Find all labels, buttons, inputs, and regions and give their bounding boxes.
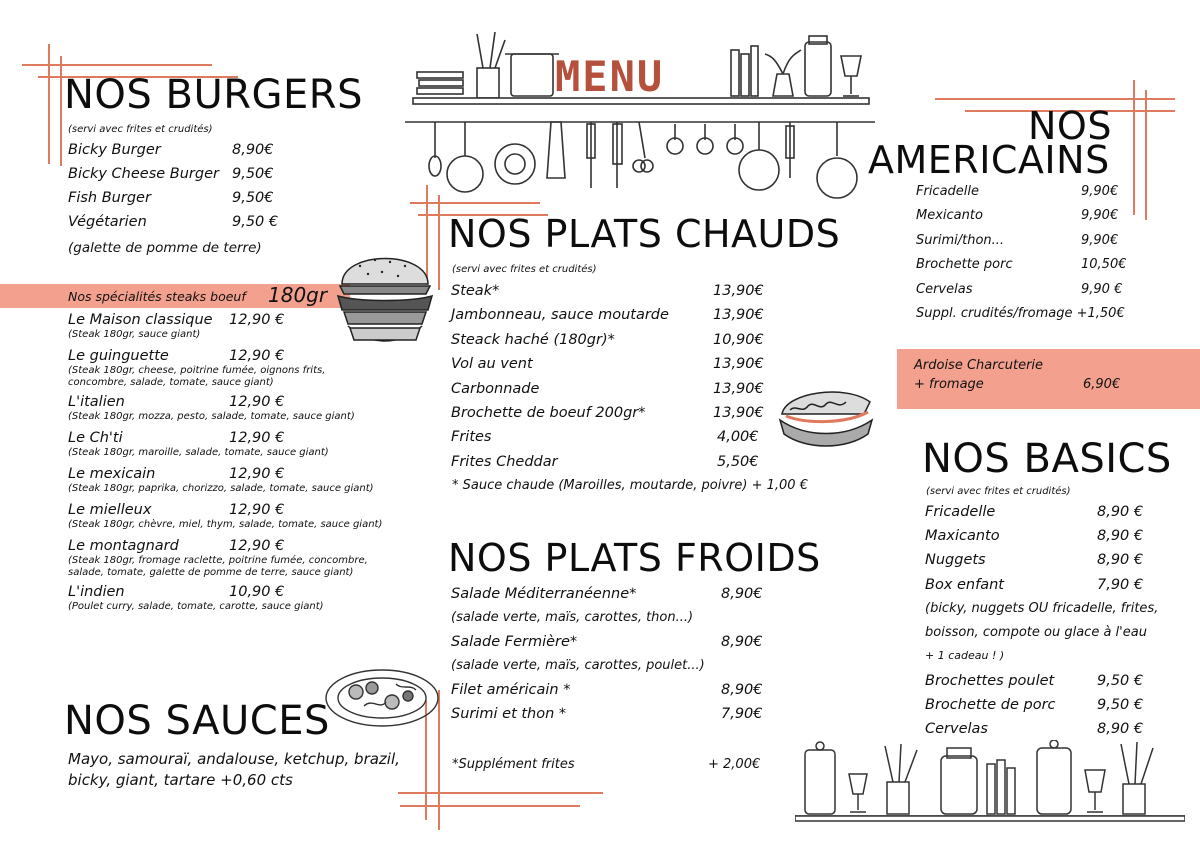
item-price: 8,90 € bbox=[1097, 721, 1144, 738]
item-name: Jambonneau, sauce moutarde bbox=[451, 307, 669, 324]
item-price: 13,90€ bbox=[713, 283, 764, 299]
item-name: Frites Cheddar bbox=[451, 453, 558, 470]
plats-froids-list bbox=[451, 586, 791, 730]
menu-item bbox=[68, 166, 288, 188]
item-name: Le Maison classique bbox=[68, 312, 213, 328]
item-name: Le mexicain bbox=[68, 466, 156, 482]
menu-item bbox=[916, 282, 1146, 306]
menu-item bbox=[925, 697, 1155, 721]
list-item bbox=[68, 466, 398, 502]
plats-chauds-subtitle: (servi avec frites et crudités) bbox=[452, 264, 597, 275]
item-price: 9,90€ bbox=[1081, 184, 1119, 199]
list-item bbox=[68, 394, 398, 430]
item-name: Steak* bbox=[451, 283, 500, 299]
plats-chauds-title: NOS PLATS CHAUDS bbox=[448, 212, 841, 256]
specials-list bbox=[68, 312, 398, 620]
item-price: 9,50 € bbox=[1097, 696, 1144, 713]
item-price: 8,90€ bbox=[721, 634, 763, 650]
menu-item bbox=[916, 257, 1146, 281]
item-description: (Steak 180gr, cheese, poitrine fumée, oignons frits, concombre, salade, tomate, sauce giant) bbox=[68, 365, 326, 388]
item-price: 9,50€ bbox=[232, 166, 274, 182]
item-price: 9,90 € bbox=[1081, 281, 1123, 297]
item-description: (Poulet curry, salade, tomate, carotte, sauce giant) bbox=[68, 601, 324, 612]
item-name: Brochette de boeuf 200gr* bbox=[451, 404, 646, 421]
americains-list bbox=[916, 184, 1156, 330]
menu-title: MENU bbox=[555, 52, 665, 101]
basics-title: NOS BASICS bbox=[922, 436, 1172, 482]
list-item bbox=[68, 502, 398, 538]
item-price: 8,90€ bbox=[721, 682, 763, 698]
item-description: (salade verte, maïs, carottes, poulet...) bbox=[451, 658, 705, 673]
item-name: Surimi et thon * bbox=[451, 706, 567, 722]
item-name: Salade Méditerranéenne* bbox=[451, 586, 637, 602]
menu-item bbox=[68, 190, 288, 212]
item-name: Cervelas bbox=[916, 281, 973, 297]
item-name: Cervelas bbox=[925, 721, 988, 738]
ardoise-price: 6,90€ bbox=[1083, 377, 1121, 392]
menu-item bbox=[451, 682, 771, 706]
list-item bbox=[68, 584, 398, 620]
menu-item bbox=[451, 307, 771, 331]
accent-line bbox=[935, 98, 1175, 100]
item-name: Surimi/thon... bbox=[916, 232, 1005, 248]
item-price: 12,90 € bbox=[229, 538, 285, 554]
item-description: (Steak 180gr, mozza, pesto, salade, tomate, sauce giant) bbox=[68, 411, 355, 422]
menu-item bbox=[451, 283, 771, 307]
item-price: 12,90 € bbox=[229, 466, 285, 482]
item-name: Bicky Cheese Burger bbox=[68, 166, 219, 182]
menu-item bbox=[451, 356, 771, 380]
item-name: Le Ch'ti bbox=[68, 430, 123, 446]
menu-item bbox=[925, 528, 1155, 552]
basics-subtitle: (servi avec frites et crudités) bbox=[926, 486, 1071, 497]
americains-title-line1: NOS bbox=[1028, 104, 1112, 148]
menu-item bbox=[916, 233, 1146, 257]
accent-line bbox=[400, 805, 580, 807]
item-description: (Steak 180gr, paprika, chorizzo, salade, tomate, sauce giant) bbox=[68, 483, 374, 494]
list-item bbox=[68, 430, 398, 466]
item-description: (bicky, nuggets OU fricadelle, frites, bbox=[925, 600, 1159, 616]
menu-item bbox=[925, 552, 1155, 576]
hotdog-illustration bbox=[776, 378, 876, 468]
item-price: 12,90 € bbox=[229, 394, 285, 410]
item-price: 9,50€ bbox=[232, 190, 274, 206]
menu-item bbox=[925, 673, 1155, 697]
item-name: Salade Fermière* bbox=[451, 634, 578, 650]
sauces-line: bicky, giant, tartare +0,60 cts bbox=[68, 771, 293, 789]
item-price: 5,50€ bbox=[717, 453, 759, 470]
ardoise-label: + fromage bbox=[914, 377, 984, 392]
item-price: 9,90€ bbox=[1081, 232, 1119, 248]
item-price: 12,90 € bbox=[229, 348, 285, 364]
supplement-price: + 2,00€ bbox=[708, 757, 761, 772]
item-name: Fricadelle bbox=[916, 184, 980, 199]
item-name: Le mielleux bbox=[68, 502, 152, 518]
item-name: L'indien bbox=[68, 584, 125, 600]
item-name: Mexicanto bbox=[916, 208, 983, 224]
supplement-label: *Supplément frites bbox=[452, 757, 575, 772]
accent-line bbox=[398, 792, 603, 794]
item-name: L'italien bbox=[68, 394, 125, 410]
item-name: Végétarien bbox=[68, 214, 147, 230]
item-price: 9,50 € bbox=[1097, 672, 1144, 689]
item-name: Nuggets bbox=[925, 552, 986, 569]
menu-item bbox=[68, 214, 288, 236]
item-description: (Steak 180gr, fromage raclette, poitrine fumée, concombre, salade, tomate, galette de pomme de terre, sauce giant) bbox=[68, 555, 368, 578]
kitchen-utensils-illustration bbox=[795, 740, 1185, 825]
item-name: Carbonnade bbox=[451, 380, 540, 397]
item-name: Frites bbox=[451, 429, 492, 446]
menu-item bbox=[451, 405, 771, 429]
kitchen-shelf-illustration bbox=[405, 28, 875, 208]
item-description: boisson, compote ou glace à l'eau bbox=[925, 624, 1147, 640]
americains-title-line2: AMERICAINS bbox=[868, 138, 1110, 182]
item-description: + 1 cadeau ! ) bbox=[925, 648, 1005, 662]
ardoise-label: Ardoise Charcuterie bbox=[914, 358, 1044, 373]
accent-line bbox=[48, 44, 50, 164]
item-name: Vol au vent bbox=[451, 356, 533, 373]
item-price: 12,90 € bbox=[229, 312, 285, 328]
item-name: Fricadelle bbox=[925, 504, 996, 520]
item-name: Fish Burger bbox=[68, 190, 151, 206]
list-item bbox=[68, 312, 398, 348]
item-description: (Steak 180gr, chèvre, miel, thym, salade, tomate, sauce giant) bbox=[68, 519, 383, 530]
item-price: 8,90€ bbox=[721, 586, 763, 602]
menu-item bbox=[451, 454, 771, 478]
menu-item bbox=[925, 504, 1155, 528]
item-price: 8,90 € bbox=[1097, 552, 1144, 569]
item-price: 8,90 € bbox=[1097, 528, 1144, 545]
item-description: (salade verte, maïs, carottes, thon...) bbox=[451, 610, 694, 625]
item-price: 13,90€ bbox=[713, 380, 764, 397]
item-description: (galette de pomme de terre) bbox=[68, 240, 262, 256]
item-price: 4,00€ bbox=[717, 429, 759, 446]
burgers-title: NOS BURGERS bbox=[64, 72, 363, 118]
item-name: Box enfant bbox=[925, 576, 1004, 593]
item-price: 12,90 € bbox=[229, 502, 285, 518]
americains-suppl: Suppl. crudités/fromage +1,50€ bbox=[916, 305, 1125, 321]
item-name: Le guinguette bbox=[68, 348, 169, 364]
item-name: Brochette de porc bbox=[925, 696, 1056, 713]
list-item bbox=[68, 348, 398, 394]
plats-chauds-list bbox=[451, 283, 791, 478]
item-description: (Steak 180gr, sauce giant) bbox=[68, 329, 201, 340]
menu-item bbox=[451, 706, 771, 730]
item-name: Brochettes poulet bbox=[925, 672, 1055, 689]
specials-label: Nos spécialités steaks boeuf bbox=[68, 289, 246, 304]
item-price: 8,90€ bbox=[232, 142, 274, 158]
menu-item bbox=[916, 208, 1146, 232]
salad-plate-illustration bbox=[322, 662, 442, 732]
menu-item bbox=[451, 429, 771, 453]
item-name: Filet américain * bbox=[451, 682, 571, 698]
item-name: Maxicanto bbox=[925, 528, 1000, 545]
plats-chauds-note: * Sauce chaude (Maroilles, moutarde, poivre) + 1,00 € bbox=[452, 478, 808, 493]
item-price: 9,50 € bbox=[232, 214, 279, 230]
menu-item bbox=[451, 634, 771, 658]
menu-item bbox=[451, 586, 771, 610]
list-item bbox=[68, 538, 398, 584]
accent-line bbox=[22, 64, 212, 66]
item-price: 7,90€ bbox=[721, 706, 763, 722]
menu-item bbox=[451, 381, 771, 405]
basics-list bbox=[925, 504, 1185, 745]
item-price: 9,90€ bbox=[1081, 208, 1119, 224]
menu-item bbox=[925, 577, 1155, 601]
item-price: 12,90 € bbox=[229, 430, 285, 446]
item-price: 10,90 € bbox=[229, 584, 285, 600]
item-description: (Steak 180gr, maroille, salade, tomate, sauce giant) bbox=[68, 447, 329, 458]
menu-item bbox=[916, 184, 1146, 208]
item-price: 10,90€ bbox=[713, 331, 764, 348]
item-price: 13,90€ bbox=[713, 307, 764, 324]
item-name: Le montagnard bbox=[68, 538, 179, 554]
item-price: 10,50€ bbox=[1081, 257, 1127, 273]
sauces-line: Mayo, samouraï, andalouse, ketchup, brazil, bbox=[68, 750, 400, 768]
burgers-subtitle: (servi avec frites et crudités) bbox=[68, 124, 213, 135]
item-price: 13,90€ bbox=[713, 404, 764, 421]
item-price: 7,90 € bbox=[1097, 576, 1144, 593]
menu-item bbox=[68, 142, 288, 164]
menu-item bbox=[451, 332, 771, 356]
item-name: Steack haché (180gr)* bbox=[451, 331, 615, 348]
item-price: 8,90 € bbox=[1097, 504, 1144, 520]
item-name: Bicky Burger bbox=[68, 142, 161, 158]
specials-weight: 180gr bbox=[268, 283, 328, 307]
item-name: Brochette porc bbox=[916, 257, 1013, 273]
sauces-title: NOS SAUCES bbox=[64, 698, 330, 744]
item-price: 13,90€ bbox=[713, 356, 764, 373]
plats-froids-title: NOS PLATS FROIDS bbox=[448, 536, 821, 580]
accent-line bbox=[60, 56, 62, 166]
